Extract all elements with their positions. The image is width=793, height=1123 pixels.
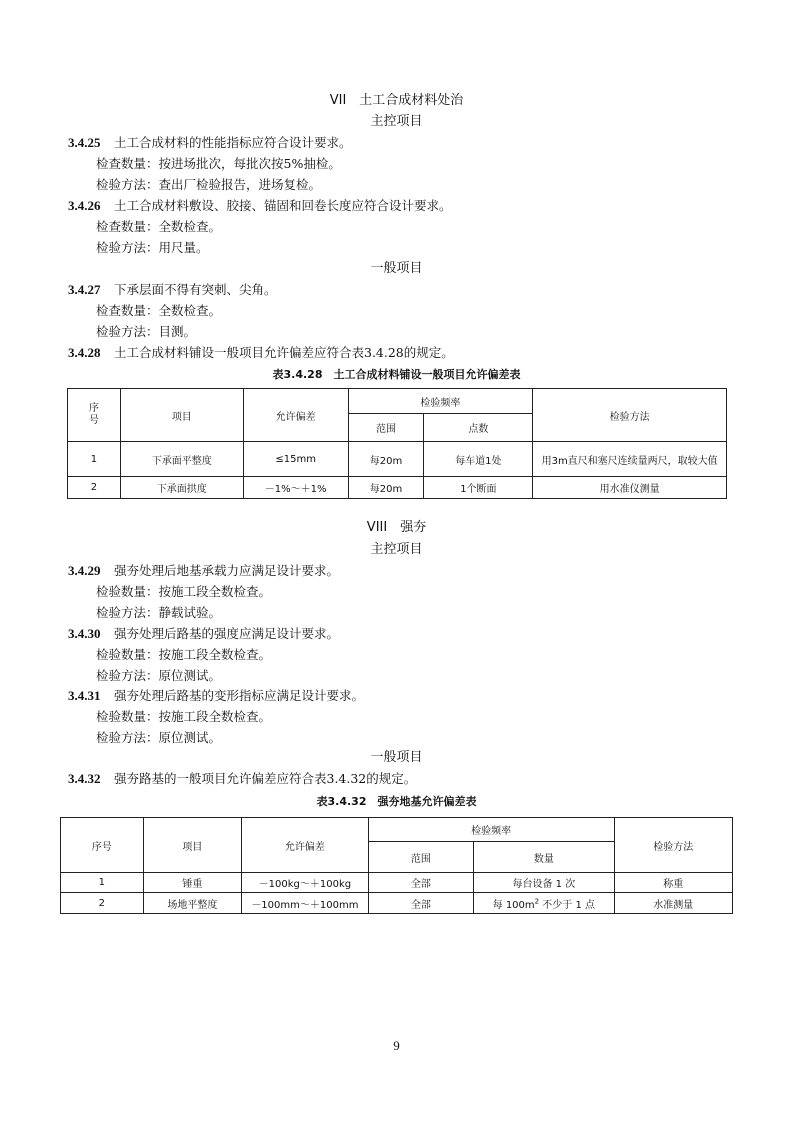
page-number: 9 <box>393 1038 400 1053</box>
cell-quantity <box>474 893 614 914</box>
clause-text: 下承层面不得有突刺、尖角。 <box>114 282 277 297</box>
clause-number: 3.4.25 <box>68 135 101 150</box>
col-header-method: 检验方法 <box>533 389 727 442</box>
clause-number: 3.4.27 <box>68 282 101 297</box>
cell-range: 每20m <box>348 442 424 477</box>
col-header-deviation: 允许偏差 <box>242 818 369 873</box>
clause-text: 强夯路基的一般项目允许偏差应符合表3.4.32的规定。 <box>114 771 417 786</box>
cell-no: 2 <box>61 893 144 914</box>
table-row <box>61 893 733 914</box>
cell-deviation: ≤15mm <box>243 442 348 477</box>
cell-deviation: －1%～＋1% <box>243 477 348 499</box>
col-header-deviation: 允许偏差 <box>243 389 348 442</box>
cell-item: 场地平整度 <box>143 893 242 914</box>
col-header-range: 范围 <box>368 842 473 873</box>
inspection-quantity: 检查数量：按进场批次，每批次按5%抽检。 <box>96 156 341 171</box>
cell-range: 全部 <box>368 873 473 893</box>
col-header-no: 序 号 <box>68 389 121 442</box>
col-header-no: 序号 <box>61 818 144 873</box>
qty-superscript: 2 <box>534 897 540 906</box>
cell-deviation: －100kg～＋100kg <box>242 873 369 893</box>
col-header-quantity: 数量 <box>474 842 614 873</box>
clause-text: 强夯处理后路基的强度应满足设计要求。 <box>114 626 340 641</box>
clause-text: 土工合成材料敷设、胶接、锚固和回卷长度应符合设计要求。 <box>114 198 452 213</box>
inspection-method: 检验方法：原位测试。 <box>96 668 222 683</box>
cell-range: 全部 <box>368 893 473 914</box>
cell-no: 2 <box>68 477 121 499</box>
cell-item: 锤重 <box>143 873 242 893</box>
heading-general: 一般项目 <box>370 750 423 765</box>
table-row <box>68 442 727 477</box>
cell-item: 下承面平整度 <box>120 442 243 477</box>
inspection-quantity: 检验数量：按施工段全数检查。 <box>96 584 272 599</box>
col-header-frequency: 检验频率 <box>368 818 614 842</box>
col-header-item: 项目 <box>120 389 243 442</box>
cell-method: 水准测量 <box>614 893 732 914</box>
table-row <box>61 873 733 893</box>
section-title-viii: VIII 强夯 <box>366 520 427 535</box>
col-header-points: 点数 <box>424 414 533 442</box>
clause-3-4-31 <box>68 687 364 705</box>
inspection-quantity: 检验数量：按施工段全数检查。 <box>96 709 272 724</box>
col-header-method: 检验方法 <box>614 818 732 873</box>
clause-number: 3.4.32 <box>68 771 101 786</box>
clause-3-4-32 <box>68 770 416 788</box>
cell-method: 称重 <box>614 873 732 893</box>
heading-main-control: 主控项目 <box>370 542 423 557</box>
table-row <box>68 477 727 499</box>
clause-text: 土工合成材料的性能指标应符合设计要求。 <box>114 135 352 150</box>
clause-3-4-27 <box>68 281 277 299</box>
heading-general: 一般项目 <box>370 261 423 276</box>
table-3-4-32 <box>60 817 733 914</box>
clause-number: 3.4.29 <box>68 563 101 578</box>
cell-item: 下承面拱度 <box>120 477 243 499</box>
clause-3-4-25 <box>68 134 352 152</box>
clause-3-4-26 <box>68 197 452 215</box>
clause-number: 3.4.26 <box>68 198 101 213</box>
inspection-quantity: 检验数量：按施工段全数检查。 <box>96 647 272 662</box>
cell-method: 用水准仪测量 <box>533 477 727 499</box>
clause-text: 土工合成材料铺设一般项目允许偏差应符合表3.4.28的规定。 <box>114 345 454 360</box>
cell-no: 1 <box>61 873 144 893</box>
inspection-method: 检验方法：用尺量。 <box>96 240 209 255</box>
table-caption-3-4-28: 表3.4.28 土工合成材料铺设一般项目允许偏差表 <box>272 368 521 381</box>
clause-3-4-28 <box>68 344 454 362</box>
cell-range: 每20m <box>348 477 424 499</box>
clause-3-4-30 <box>68 625 339 643</box>
inspection-method: 检验方法：原位测试。 <box>96 730 222 745</box>
inspection-method: 检验方法：目测。 <box>96 324 197 339</box>
col-header-frequency: 检验频率 <box>348 389 533 414</box>
cell-method: 用3m直尺和塞尺连续量两尺，取较大值 <box>533 442 727 477</box>
clause-3-4-29 <box>68 562 339 580</box>
inspection-method: 检验方法：查出厂检验报告，进场复检。 <box>96 177 322 192</box>
col-header-item: 项目 <box>143 818 242 873</box>
section-title-vii: VII 土工合成材料处治 <box>329 93 464 108</box>
clause-number: 3.4.31 <box>68 688 101 703</box>
cell-points: 1个断面 <box>424 477 533 499</box>
table-caption-3-4-32: 表3.4.32 强夯地基允许偏差表 <box>316 795 477 808</box>
inspection-method: 检验方法：静载试验。 <box>96 605 222 620</box>
clause-text: 强夯处理后路基的变形指标应满足设计要求。 <box>114 688 365 703</box>
clause-text: 强夯处理后地基承载力应满足设计要求。 <box>114 563 340 578</box>
cell-quantity: 每台设备 1 次 <box>474 873 614 893</box>
cell-deviation: －100mm～＋100mm <box>242 893 369 914</box>
clause-number: 3.4.30 <box>68 626 101 641</box>
clause-number: 3.4.28 <box>68 345 101 360</box>
inspection-quantity: 检查数量：全数检查。 <box>96 219 222 234</box>
col-header-range: 范围 <box>348 414 424 442</box>
cell-points: 每车道1处 <box>424 442 533 477</box>
heading-main-control: 主控项目 <box>370 114 423 129</box>
table-3-4-28 <box>67 388 727 499</box>
qty-prefix: 每 100m <box>492 899 535 911</box>
inspection-quantity: 检查数量：全数检查。 <box>96 303 222 318</box>
qty-suffix: 不少于 1 点 <box>539 899 596 911</box>
cell-no: 1 <box>68 442 121 477</box>
